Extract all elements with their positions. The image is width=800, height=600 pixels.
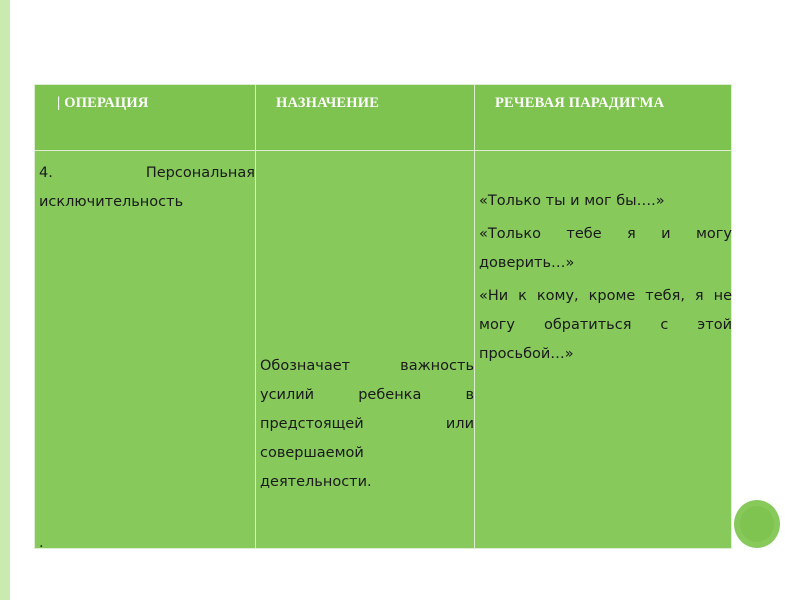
cell-phrases bbox=[475, 151, 732, 549]
phrase-item: «Только тебе я и могу доверить…» bbox=[479, 226, 732, 271]
header-purpose: НАЗНАЧЕНИЕ bbox=[256, 85, 475, 151]
content-table bbox=[34, 84, 732, 549]
left-frame-bar bbox=[0, 0, 10, 600]
slide-nav-circle[interactable] bbox=[734, 500, 780, 548]
header-speech-paradigm: РЕЧЕВАЯ ПАРАДИГМА bbox=[475, 85, 732, 151]
header-operation: | ОПЕРАЦИЯ bbox=[35, 85, 256, 151]
cell-purpose bbox=[256, 151, 475, 549]
phrase-item: «Ни к кому, кроме тебя, я не могу обратиться с этой просьбой…» bbox=[479, 288, 732, 362]
table-row bbox=[35, 151, 732, 549]
purpose-text: Обозначает важность усилий ребенка в предстоящей или совершаемой деятельности. bbox=[260, 358, 474, 490]
cell-operation bbox=[35, 151, 256, 549]
phrase-item: «Только ты и мог бы….» bbox=[479, 193, 665, 209]
operation-marker: . bbox=[39, 535, 44, 551]
table-header-row bbox=[35, 85, 732, 151]
operation-text: 4. Персональная исключительность bbox=[39, 165, 255, 210]
slide-nav-circle-inner bbox=[740, 506, 774, 542]
phrase-list bbox=[479, 187, 732, 373]
